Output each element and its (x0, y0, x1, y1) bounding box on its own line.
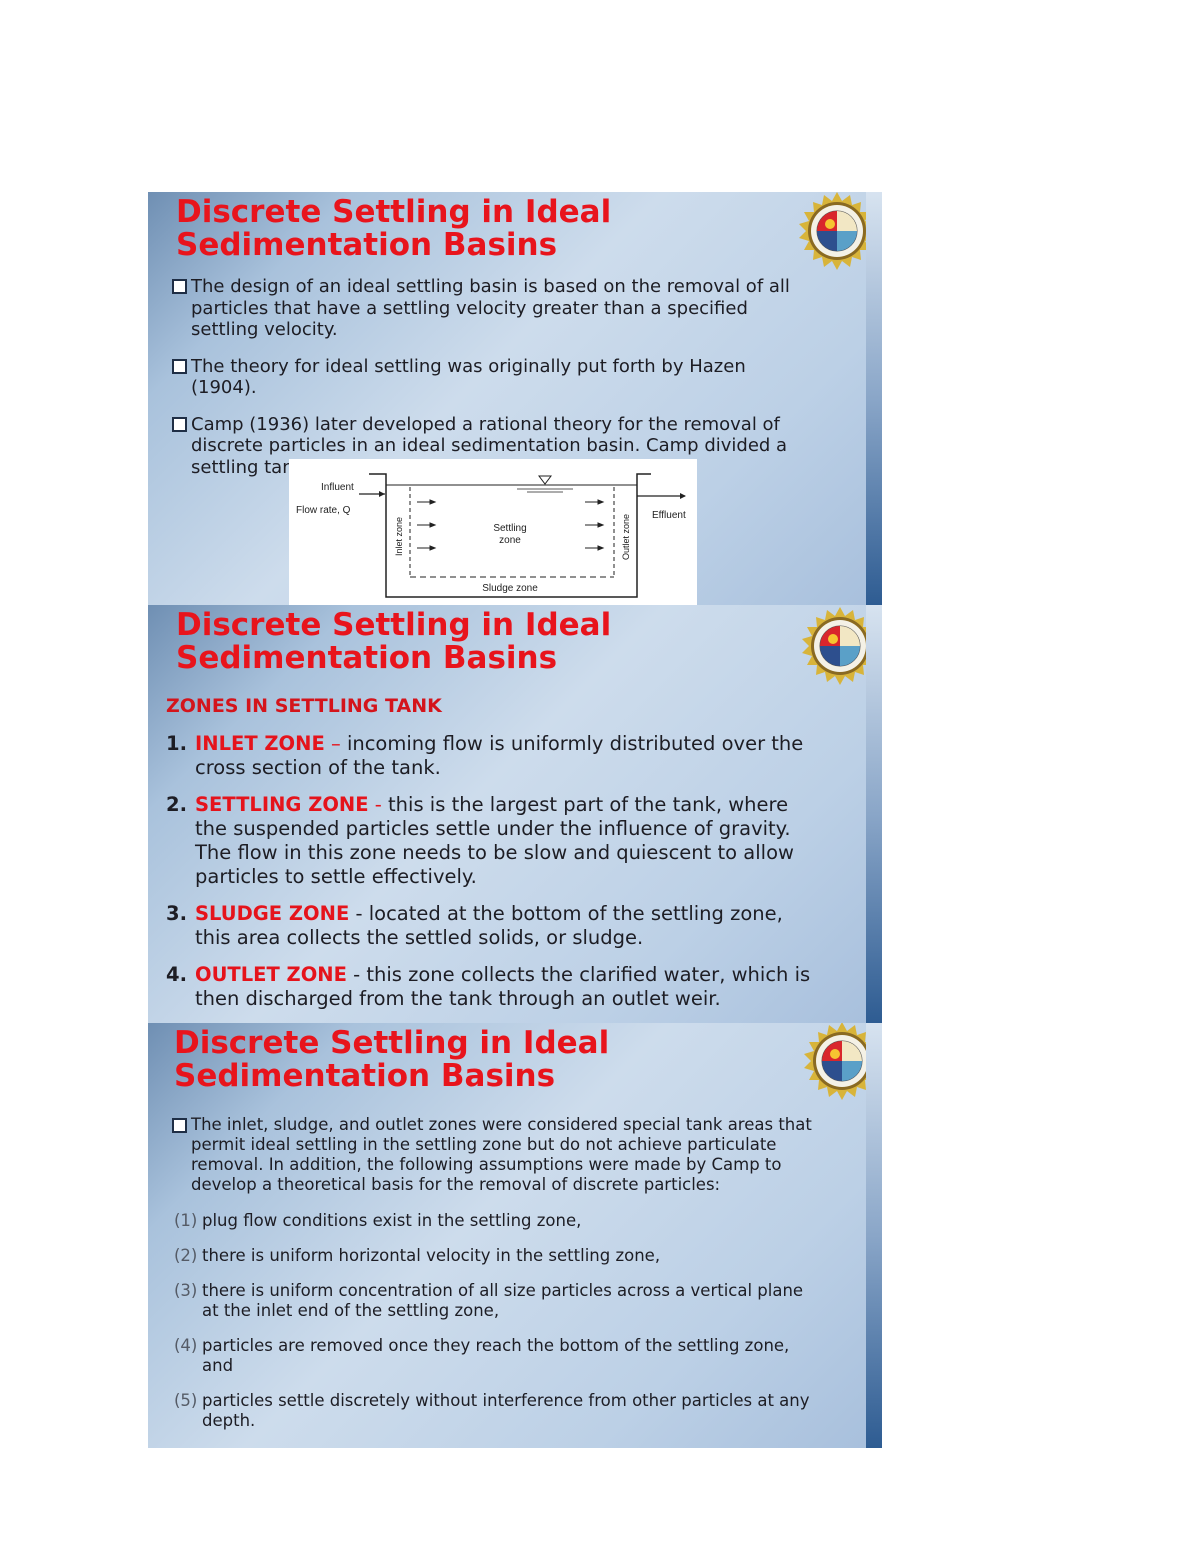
slide-1 (148, 192, 882, 605)
bullet-list (172, 1115, 837, 1210)
outlet-flow-arrows (585, 500, 603, 550)
influent-arrow-icon (379, 491, 385, 497)
list-item: Camp (1936) later developed a rational theory for the removal of discrete particles in an ideal sedimentation basin. Camp divided a settling tank into four zones. (172, 414, 812, 479)
slide-title: Discrete Settling in Ideal Sedimentation Basins (176, 194, 612, 263)
list-item: (4) particles are removed once they reach the bottom of the settling zone, and (174, 1336, 790, 1375)
slide-title: Discrete Settling in Ideal Sedimentation Basins (174, 1025, 610, 1094)
checkbox-bullet-icon (172, 279, 187, 294)
assumptions-list (174, 1211, 824, 1446)
list-item: 1. INLET ZONE – incoming flow is uniformly distributed over the cross section of the tank. (166, 732, 804, 779)
settling-zone-label: Settling (493, 523, 527, 534)
slide-2 (148, 605, 882, 1023)
list-item: The design of an ideal settling basin is based on the removal of all particles that have a settling velocity greater than a specified settling velocity. (172, 276, 812, 341)
settling-tank-diagram (289, 459, 697, 605)
zones-list (166, 732, 816, 1023)
university-seal-logo (798, 192, 876, 270)
effluent-label: Effluent (652, 510, 686, 521)
slide-3 (148, 1023, 882, 1448)
list-item: 2. SETTLING ZONE - this is the largest part of the tank, where the suspended particles settle under the influence of gravity. The flow in this zone needs to be slow and quiescent to allow particles to settle effectively. (166, 793, 794, 888)
list-item: The inlet, sludge, and outlet zones were considered special tank areas that permit ideal settling in the settling zone but do not achieve particulate removal. In addition, the following assumptions were made by Camp to develop a theoretical basis for the removal of discrete particles: (172, 1115, 837, 1195)
list-item: (1) plug flow conditions exist in the settling zone, (174, 1211, 582, 1230)
list-item: (3) there is uniform concentration of all size particles across a vertical plane at the inlet end of the settling zone, (174, 1281, 804, 1320)
list-item: 4. OUTLET ZONE - this zone collects the clarified water, which is then discharged from the tank through an outlet weir. (166, 963, 811, 1010)
outlet-zone-label: Outlet zone (621, 513, 631, 560)
inlet-flow-arrows (417, 500, 435, 550)
influent-label: Influent (321, 482, 354, 493)
list-item: (2) there is uniform horizontal velocity in the settling zone, (174, 1246, 661, 1265)
checkbox-bullet-icon (172, 417, 187, 432)
university-seal-logo (803, 1023, 881, 1100)
slide-title: Discrete Settling in Ideal Sedimentation Basins (176, 607, 612, 676)
university-seal-logo (801, 607, 879, 685)
flow-rate-label: Flow rate, Q (296, 505, 351, 516)
list-item: The theory for ideal settling was originally put forth by Hazen (1904). (172, 356, 812, 399)
zones-heading: ZONES IN SETTLING TANK (166, 695, 442, 717)
settling-zone-label-2: zone (499, 535, 521, 546)
water-level-icon (539, 476, 551, 484)
checkbox-bullet-icon (172, 359, 187, 374)
list-item: (5) particles settle discretely without interference from other particles at any depth. (174, 1391, 810, 1430)
list-item: 3. SLUDGE ZONE - located at the bottom of the settling zone, this area collects the settled solids, or sludge. (166, 902, 783, 949)
checkbox-bullet-icon (172, 1118, 187, 1133)
effluent-arrow-icon (680, 493, 686, 499)
inlet-zone-label: Inlet zone (394, 516, 404, 556)
sludge-zone-label: Sludge zone (482, 583, 538, 594)
